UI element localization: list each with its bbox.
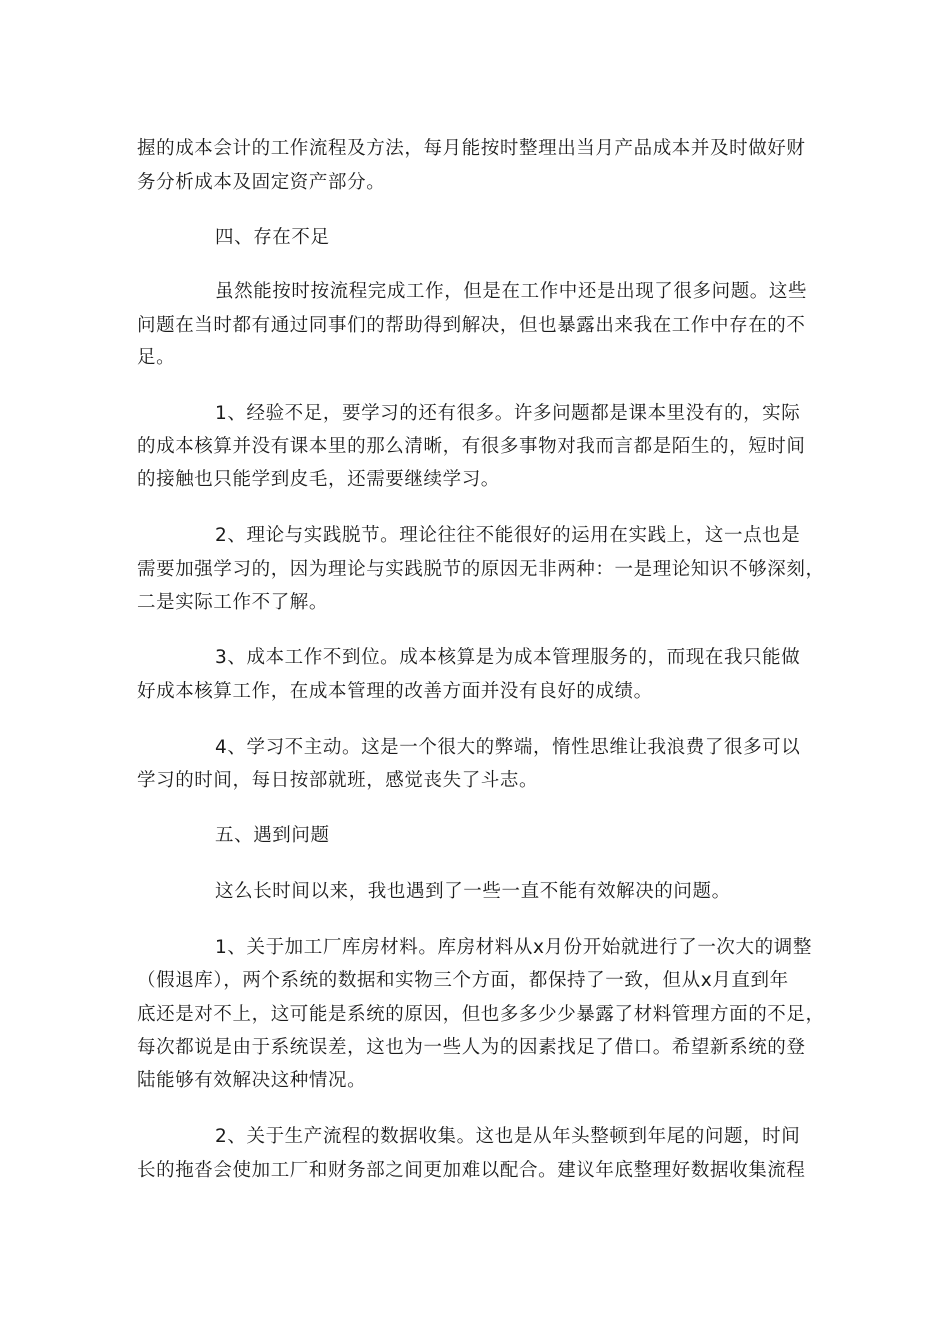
item5-1-line-3: 底还是对不上，这可能是系统的原因，但也多多少少暴露了材料管理方面的不足， bbox=[137, 1004, 825, 1025]
item4-4-line-2: 学习的时间，每日按部就班，感觉丧失了斗志。 bbox=[137, 770, 539, 791]
item4-1-line-2: 的成本核算并没有课本里的那么清晰，有很多事物对我而言都是陌生的，短时间 bbox=[137, 436, 806, 457]
item5-2-line-1: 2、关于生产流程的数据收集。这也是从年头整顿到年尾的问题，时间 bbox=[215, 1126, 801, 1147]
section-heading-4: 四、存在不足 bbox=[215, 227, 330, 248]
item5-1-line-2: （假退库），两个系统的数据和实物三个方面，都保持了一致，但从x月直到年 bbox=[137, 970, 789, 991]
p5-line-1: 这么长时间以来，我也遇到了一些一直不能有效解决的问题。 bbox=[215, 881, 731, 902]
item4-4-line-1: 4、学习不主动。这是一个很大的弊端，惰性思维让我浪费了很多可以 bbox=[215, 737, 801, 758]
p4-line-1: 虽然能按时按流程完成工作，但是在工作中还是出现了很多问题。这些 bbox=[215, 281, 808, 302]
item5-1-line-4: 每次都说是由于系统误差，这也为一些人为的因素找足了借口。希望新系统的登 bbox=[137, 1037, 806, 1058]
section-heading-5: 五、遇到问题 bbox=[215, 825, 330, 846]
item4-2-line-1: 2、理论与实践脱节。理论往往不能很好的运用在实践上，这一点也是 bbox=[215, 525, 801, 546]
item5-1-line-5: 陆能够有效解决这种情况。 bbox=[137, 1070, 367, 1091]
item4-3-line-1: 3、成本工作不到位。成本核算是为成本管理服务的，而现在我只能做 bbox=[215, 647, 801, 668]
p4-line-2: 问题在当时都有通过同事们的帮助得到解决，但也暴露出来我在工作中存在的不 bbox=[137, 315, 806, 336]
item4-3-line-2: 好成本核算工作，在成本管理的改善方面并没有良好的成绩。 bbox=[137, 681, 653, 702]
p4-line-3: 足。 bbox=[137, 347, 176, 368]
item4-1-line-1: 1、经验不足，要学习的还有很多。许多问题都是课本里没有的，实际 bbox=[215, 403, 801, 424]
item4-2-line-2: 需要加强学习的，因为理论与实践脱节的原因无非两种：一是理论知识不够深刻， bbox=[137, 559, 825, 580]
item4-1-line-3: 的接触也只能学到皮毛，还需要继续学习。 bbox=[137, 469, 500, 490]
item5-1-line-1: 1、关于加工厂库房材料。库房材料从x月份开始就进行了一次大的调整 bbox=[215, 937, 812, 958]
intro-line-2: 务分析成本及固定资产部分。 bbox=[137, 172, 386, 193]
item4-2-line-3: 二是实际工作不了解。 bbox=[137, 592, 329, 613]
intro-line-1: 握的成本会计的工作流程及方法，每月能按时整理出当月产品成本并及时做好财 bbox=[137, 138, 806, 159]
item5-2-line-2: 长的拖沓会使加工厂和财务部之间更加难以配合。建议年底整理好数据收集流程 bbox=[137, 1160, 806, 1181]
